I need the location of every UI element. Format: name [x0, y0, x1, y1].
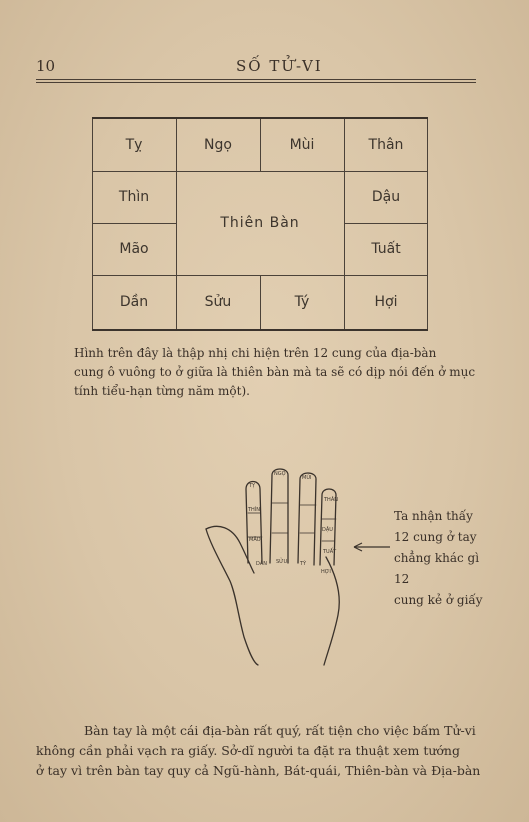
page-header [36, 57, 476, 77]
cell-thien-ban: Thiên Bàn [220, 215, 300, 231]
body-line: Bàn tay là một cái địa-bàn rất quý, rất tiện cho việc bấm Tử-vi [84, 723, 476, 738]
hand-label-dau: DẬU [322, 527, 333, 533]
note-line: 12 cung ở tay [394, 530, 477, 544]
hand-label-ngo: NGỌ [274, 471, 286, 477]
caption-line: Hình trên đây là thập nhị chi hiện trên 12 cung của địa-bàn [74, 346, 437, 360]
hand-label-ty: TỴ [249, 483, 256, 489]
hand-label-tuat: TUẤT [323, 549, 337, 555]
cell-ty: Tỵ [125, 137, 143, 153]
caption-line: tính tiểu-hạn từng năm một). [74, 384, 250, 398]
body-line: ở tay vì trên bàn tay quy cả Ngũ-hành, Bát-quái, Thiên-bàn và Địa-bàn [36, 763, 481, 778]
hand-illustration [196, 465, 356, 670]
cell-mui: Mùi [289, 137, 315, 153]
side-note [394, 506, 494, 611]
cell-tuat: Tuất [371, 241, 401, 257]
cell-than: Thân [368, 137, 404, 153]
cell-dau: Dậu [371, 189, 401, 205]
hand-label-suu: SỬU [276, 559, 288, 565]
page-number: 10 [36, 57, 56, 75]
dia-ban-grid [92, 117, 428, 331]
cell-suu: Sửu [204, 294, 232, 310]
grid-caption [74, 344, 494, 401]
hand-label-than: THÂN [324, 497, 338, 503]
hand-label-mao: MÃO [249, 537, 261, 543]
note-line: chẳng khác gì 12 [394, 551, 480, 586]
body-paragraph [36, 721, 492, 781]
hand-label-hoi: HỢI [321, 569, 331, 575]
cell-ngo: Ngọ [204, 137, 232, 153]
body-line: không cần phải vạch ra giấy. Sở-dĩ người ta đặt ra thuật xem tướng [36, 743, 460, 758]
cell-mao: Mão [119, 241, 149, 257]
note-line: cung kẻ ở giấy [394, 593, 483, 607]
hand-label-dan: DẦN [256, 561, 268, 567]
caption-line: cung ô vuông to ở giữa là thiên bàn mà ta sẽ có dịp nói đến ở mục [74, 365, 476, 379]
hand-label-thin: THÌN [248, 507, 261, 513]
header-rule [36, 79, 476, 80]
cell-thin: Thìn [118, 189, 150, 205]
cell-hoi: Hợi [374, 294, 398, 310]
note-line: Ta nhận thấy [394, 509, 473, 523]
hand-label-mui: MÙI [302, 475, 312, 481]
header-rule-thin [36, 82, 476, 83]
running-title: SỐ TỬ-VI [236, 57, 323, 75]
left-arrow-icon [350, 541, 392, 553]
cell-dan: Dần [119, 294, 149, 310]
hand-label-ty2: TÝ [300, 561, 307, 567]
cell-ty-chuot: Tý [294, 294, 310, 310]
